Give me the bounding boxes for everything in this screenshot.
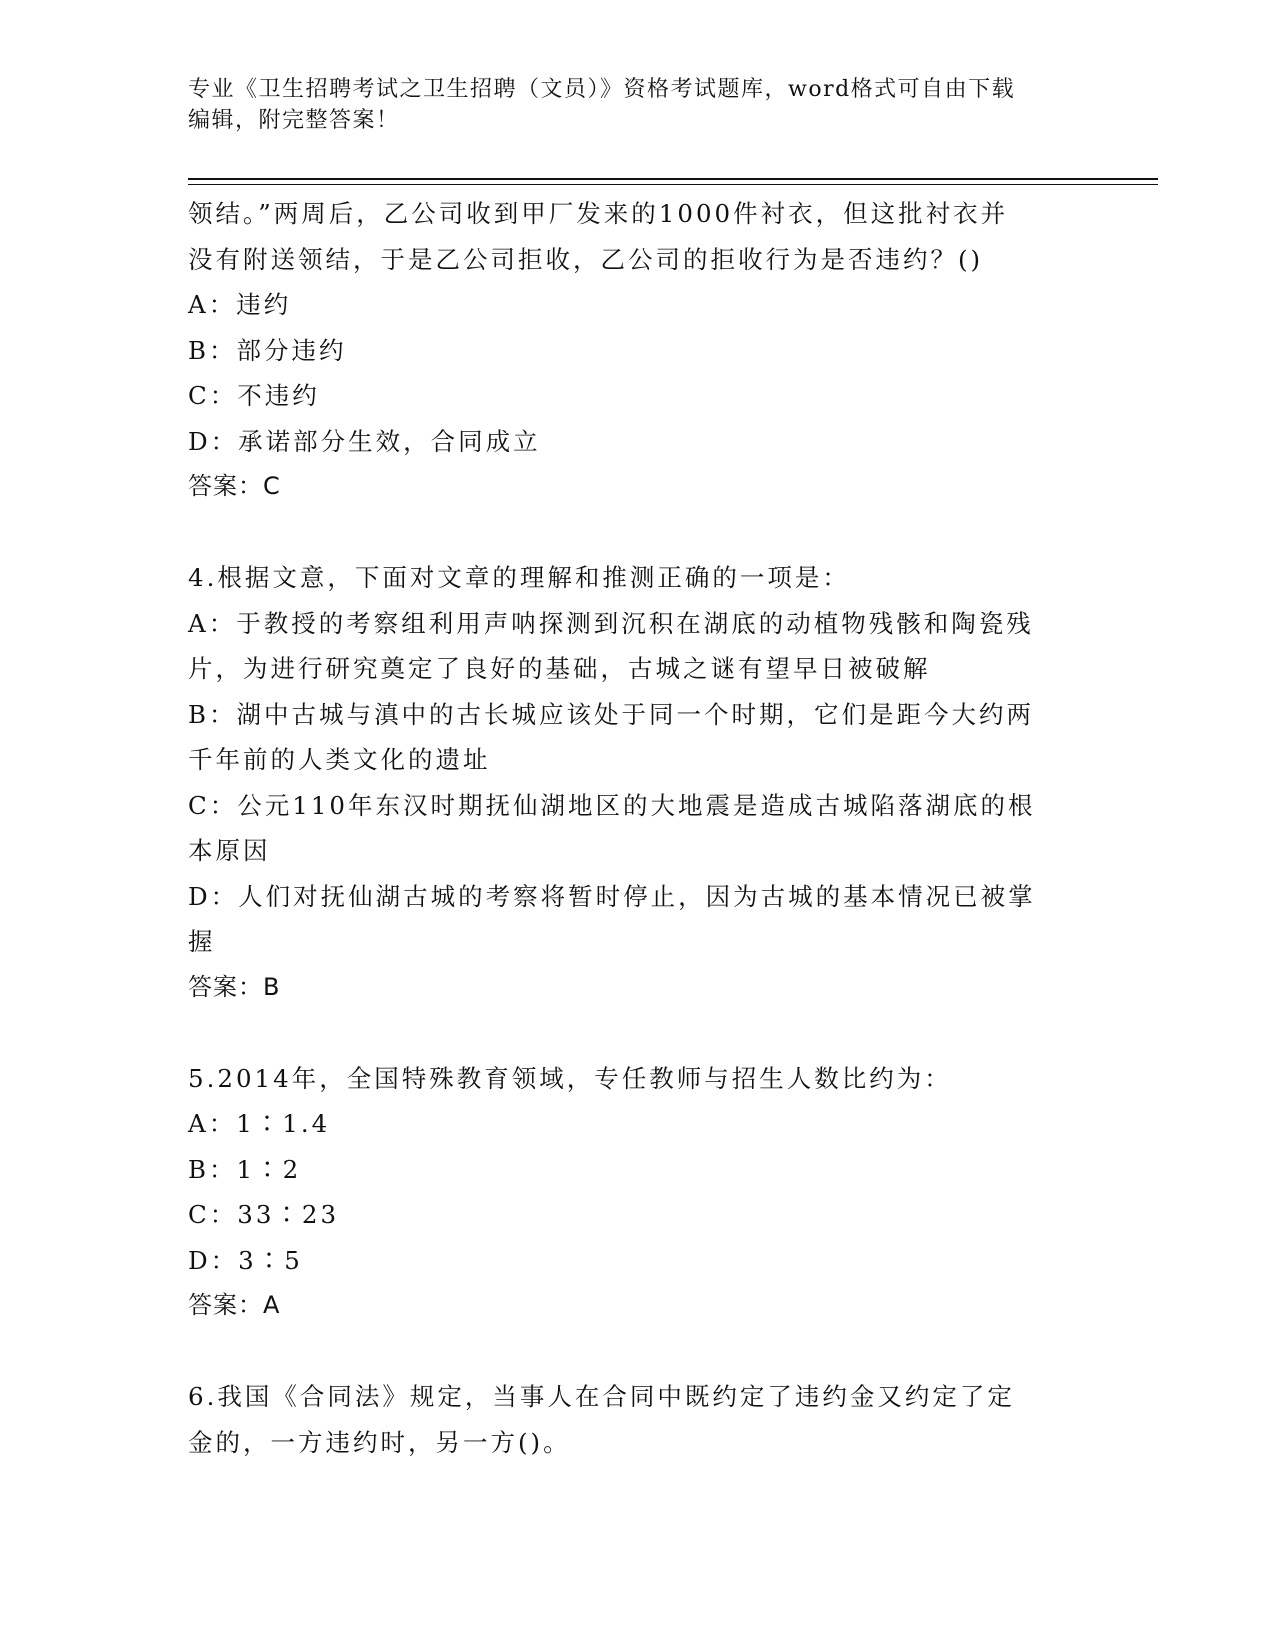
question-4-answer: 答案：B: [188, 972, 281, 1001]
question-5-option-a: A：1∶1.4: [188, 1109, 331, 1138]
header-line-2: 编辑，附完整答案！: [188, 108, 400, 133]
question-3-option-d: D：承诺部分生效，合同成立: [188, 426, 541, 456]
header-divider-thin: [188, 184, 1158, 185]
question-4-option-d-line-2: 握: [188, 927, 216, 956]
question-4: [188, 555, 1088, 1010]
question-5-option-b: B：1∶2: [188, 1154, 302, 1184]
question-4-option-b-line-2: 千年前的人类文化的遗址: [188, 745, 491, 774]
question-5: [188, 1056, 1088, 1329]
header-divider-thick: [188, 178, 1158, 180]
question-6: [188, 1374, 1088, 1465]
question-5-stem: 5.2014年，全国特殊教育领域，专任教师与招生人数比约为：: [188, 1063, 952, 1093]
question-3-stem-line-2: 没有附送领结，于是乙公司拒收，乙公司的拒收行为是否违约？(): [188, 244, 984, 274]
question-4-stem: 4.根据文意，下面对文章的理解和推测正确的一项是：: [188, 563, 850, 592]
question-5-option-d: D：3∶5: [188, 1245, 303, 1275]
question-3-option-c: C：不违约: [188, 381, 320, 410]
question-6-stem-line-1: 6.我国《合同法》规定，当事人在合同中既约定了违约金又约定了定: [188, 1382, 1015, 1411]
question-4-option-a-line-2: 片，为进行研究奠定了良好的基础，古城之谜有望早日被破解: [188, 654, 931, 683]
document-body: [188, 191, 1088, 1465]
question-4-option-d-line-1: D：人们对抚仙湖古城的考察将暂时停止，因为古城的基本情况已被掌: [188, 881, 1036, 911]
question-4-option-c-line-1: C：公元110年东汉时期抚仙湖地区的大地震是造成古城陷落湖底的根: [188, 790, 1036, 820]
question-3: [188, 191, 1088, 510]
question-3-stem-line-1: 领结。”两周后，乙公司收到甲厂发来的1000件衬衣，但这批衬衣并: [188, 199, 1009, 228]
question-3-option-a: A：违约: [188, 290, 292, 319]
spacer: [188, 1329, 1088, 1375]
question-4-option-a-line-1: A：于教授的考察组利用声呐探测到沉积在湖底的动植物残骸和陶瓷残: [188, 608, 1034, 638]
question-5-option-c: C：33∶23: [188, 1200, 340, 1229]
question-4-option-c-line-2: 本原因: [188, 836, 271, 865]
question-5-answer: 答案：A: [188, 1291, 281, 1319]
document-header: [188, 74, 1088, 136]
question-4-option-b-line-1: B：湖中古城与滇中的古长城应该处于同一个时期，它们是距今大约两: [188, 699, 1035, 729]
spacer: [188, 510, 1088, 556]
question-6-stem-line-2: 金的，一方违约时，另一方()。: [188, 1427, 571, 1457]
question-3-answer: 答案：C: [188, 472, 281, 500]
spacer: [188, 1010, 1088, 1056]
header-line-1: 专业《卫生招聘考试之卫生招聘（文员）》资格考试题库，word格式可自由下载: [188, 77, 1016, 102]
question-3-option-b: B：部分违约: [188, 335, 347, 365]
